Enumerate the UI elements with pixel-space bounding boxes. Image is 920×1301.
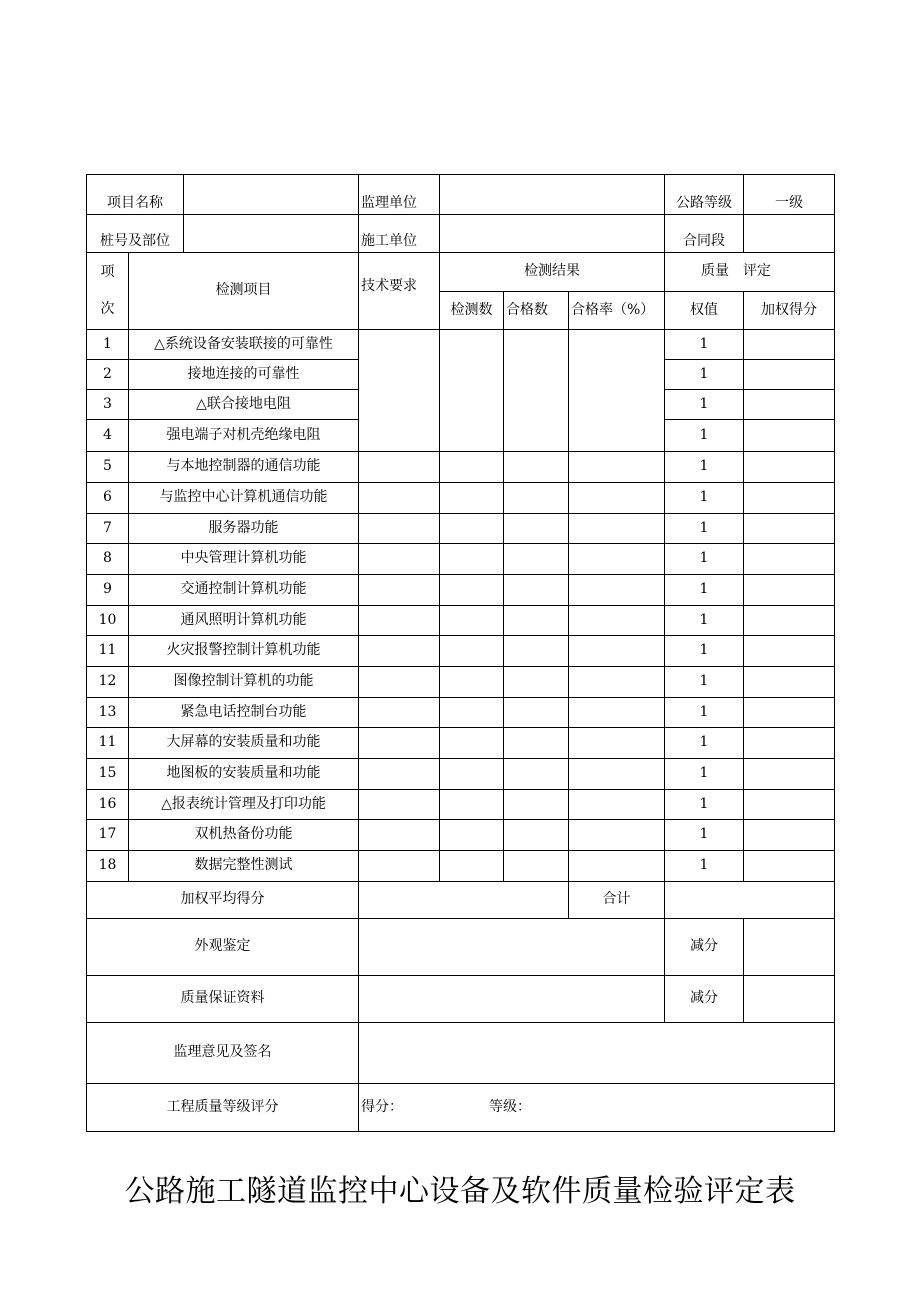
- rate-cell[interactable]: [569, 728, 665, 759]
- supervision-opinion-label: 监理意见及签名: [87, 1023, 359, 1084]
- row-number: 17: [87, 820, 129, 851]
- row-number: 18: [87, 851, 129, 882]
- rate-cell[interactable]: [569, 606, 665, 636]
- row-item: 双机热备份功能: [129, 820, 359, 851]
- count-cell[interactable]: [440, 759, 504, 790]
- row-weight: 1: [665, 698, 744, 728]
- row-number: 4: [87, 420, 129, 452]
- row-item: 大屏幕的安装质量和功能: [129, 728, 359, 759]
- row-number: 3: [87, 390, 129, 420]
- row-weight: 1: [665, 420, 744, 452]
- supervision-unit-field[interactable]: [440, 175, 665, 215]
- weighted-score-cell[interactable]: [744, 575, 835, 606]
- supervision-opinion-field[interactable]: [359, 1023, 835, 1084]
- evaluation-table: [86, 174, 835, 1132]
- rate-cell[interactable]: [569, 759, 665, 790]
- row-weight: 1: [665, 575, 744, 606]
- evaluation-form: [86, 174, 834, 1132]
- table-row: [87, 790, 835, 820]
- count-cell[interactable]: [440, 452, 504, 483]
- seq-header-top: 项: [100, 264, 115, 280]
- row-weight: 1: [665, 330, 744, 360]
- total-label: 合计: [569, 882, 665, 919]
- rate-cell[interactable]: [569, 636, 665, 667]
- weighted-score-cell[interactable]: [744, 390, 835, 420]
- row-number: 2: [87, 360, 129, 390]
- row-item: 接地连接的可靠性: [129, 360, 359, 390]
- weighted-score-cell[interactable]: [744, 790, 835, 820]
- supervision-unit-label: 监理单位: [359, 175, 440, 215]
- row-item: 紧急电话控制台功能: [129, 698, 359, 728]
- row-item: △系统设备安装联接的可靠性: [129, 330, 359, 360]
- weighted-score-cell[interactable]: [744, 360, 835, 390]
- row-weight: 1: [665, 636, 744, 667]
- row-weight: 1: [665, 606, 744, 636]
- weighted-score-cell[interactable]: [744, 820, 835, 851]
- weighted-score-cell[interactable]: [744, 728, 835, 759]
- qualified-cell[interactable]: [504, 820, 569, 851]
- grade-eval-field[interactable]: [359, 1084, 835, 1132]
- row-item: 图像控制计算机的功能: [129, 667, 359, 698]
- weighted-avg-label: 加权平均得分: [87, 882, 359, 919]
- tech-req-cell[interactable]: [359, 452, 440, 483]
- count-cell[interactable]: [440, 636, 504, 667]
- qualified-cell[interactable]: [504, 728, 569, 759]
- header-row-2: [87, 215, 835, 253]
- grade-label: 等级：: [489, 1098, 531, 1115]
- row-item: 地图板的安装质量和功能: [129, 759, 359, 790]
- row-number: 11: [87, 728, 129, 759]
- row-number: 10: [87, 606, 129, 636]
- row-item: 中央管理计算机功能: [129, 544, 359, 575]
- row-number: 12: [87, 667, 129, 698]
- weighted-score-cell[interactable]: [744, 698, 835, 728]
- rate-cell[interactable]: [569, 851, 665, 882]
- qualified-cell[interactable]: [504, 698, 569, 728]
- quality-header: 质量 评定: [665, 253, 835, 292]
- row-number: 13: [87, 698, 129, 728]
- qualified-cell[interactable]: [504, 452, 569, 483]
- table-row: [87, 606, 835, 636]
- rate-cell[interactable]: [569, 452, 665, 483]
- qualified-cell[interactable]: [504, 483, 569, 514]
- count-cell[interactable]: [440, 330, 504, 452]
- row-number: 6: [87, 483, 129, 514]
- table-row: [87, 514, 835, 544]
- row-item: △报表统计管理及打印功能: [129, 790, 359, 820]
- rate-cell[interactable]: [569, 790, 665, 820]
- station-field[interactable]: [184, 215, 359, 253]
- contract-section-label: 合同段: [665, 215, 744, 253]
- row-item: △联合接地电阻: [129, 390, 359, 420]
- appearance-row: [87, 919, 835, 976]
- row-item: 与监控中心计算机通信功能: [129, 483, 359, 514]
- table-row: [87, 667, 835, 698]
- row-number: 9: [87, 575, 129, 606]
- row-weight: 1: [665, 790, 744, 820]
- rate-cell[interactable]: [569, 514, 665, 544]
- row-number: 15: [87, 759, 129, 790]
- tech-req-cell[interactable]: [359, 790, 440, 820]
- table-row: [87, 575, 835, 606]
- tech-req-header: [359, 253, 440, 330]
- tech-req-cell[interactable]: [359, 575, 440, 606]
- weight-header: 权值: [665, 291, 744, 330]
- count-cell[interactable]: [440, 728, 504, 759]
- tech-req-cell[interactable]: [359, 483, 440, 514]
- tech-req-cell[interactable]: [359, 544, 440, 575]
- row-weight: 1: [665, 820, 744, 851]
- weighted-score-cell[interactable]: [744, 514, 835, 544]
- qualified-cell[interactable]: [504, 667, 569, 698]
- grade-eval-row: [87, 1084, 835, 1132]
- qualified-cell[interactable]: [504, 759, 569, 790]
- qualified-header: 合格数: [504, 291, 569, 330]
- qualified-cell[interactable]: [504, 575, 569, 606]
- row-number: 7: [87, 514, 129, 544]
- table-row: [87, 544, 835, 575]
- project-name-label: 项目名称: [87, 175, 184, 215]
- supervision-opinion-row: [87, 1023, 835, 1084]
- road-grade-value: 一级: [744, 175, 835, 215]
- tech-req-cell[interactable]: [359, 759, 440, 790]
- count-cell[interactable]: [440, 790, 504, 820]
- row-weight: 1: [665, 851, 744, 882]
- weighted-score-cell[interactable]: [744, 636, 835, 667]
- weighted-avg-field[interactable]: [359, 882, 569, 919]
- rate-cell[interactable]: [569, 667, 665, 698]
- table-row: [87, 851, 835, 882]
- table-row: [87, 330, 835, 360]
- count-cell[interactable]: [440, 820, 504, 851]
- station-label: 桩号及部位: [87, 215, 184, 253]
- row-weight: 1: [665, 390, 744, 420]
- row-number: 11: [87, 636, 129, 667]
- count-cell[interactable]: [440, 483, 504, 514]
- row-number: 5: [87, 452, 129, 483]
- row-weight: 1: [665, 544, 744, 575]
- table-row: [87, 452, 835, 483]
- project-name-field[interactable]: [184, 175, 359, 215]
- row-weight: 1: [665, 452, 744, 483]
- row-item: 服务器功能: [129, 514, 359, 544]
- deduction-field-docs[interactable]: [744, 976, 835, 1023]
- tech-req-cell[interactable]: [359, 667, 440, 698]
- appearance-label: 外观鉴定: [87, 919, 359, 976]
- row-item: 交通控制计算机功能: [129, 575, 359, 606]
- score-label: 得分：: [361, 1098, 403, 1115]
- weighted-score-cell[interactable]: [744, 483, 835, 514]
- rate-cell[interactable]: [569, 330, 665, 452]
- tech-req-cell[interactable]: [359, 728, 440, 759]
- rate-cell[interactable]: [569, 483, 665, 514]
- table-row: [87, 636, 835, 667]
- deduction-label-docs: 减分: [665, 976, 744, 1023]
- row-item: 通风照明计算机功能: [129, 606, 359, 636]
- quality-docs-label: 质量保证资料: [87, 976, 359, 1023]
- row-item: 数据完整性测试: [129, 851, 359, 882]
- count-cell[interactable]: [440, 698, 504, 728]
- weighted-score-header: 加权得分: [744, 291, 835, 330]
- qualified-cell[interactable]: [504, 636, 569, 667]
- tech-req-cell[interactable]: [359, 514, 440, 544]
- result-header: 检测结果: [440, 253, 665, 292]
- rate-cell[interactable]: [569, 820, 665, 851]
- tech-req-cell[interactable]: [359, 698, 440, 728]
- row-weight: 1: [665, 728, 744, 759]
- count-cell[interactable]: [440, 851, 504, 882]
- qualified-cell[interactable]: [504, 790, 569, 820]
- row-number: 1: [87, 330, 129, 360]
- count-cell[interactable]: [440, 514, 504, 544]
- page-title: 公路施工隧道监控中心设备及软件质量检验评定表: [124, 1174, 796, 1209]
- rate-cell[interactable]: [569, 544, 665, 575]
- construction-unit-field[interactable]: [440, 215, 665, 253]
- row-item: 强电端子对机壳绝缘电阻: [129, 420, 359, 452]
- weighted-score-cell[interactable]: [744, 667, 835, 698]
- weighted-avg-row: [87, 882, 835, 919]
- qualified-cell[interactable]: [504, 514, 569, 544]
- deduction-label-appearance: 减分: [665, 919, 744, 976]
- count-cell[interactable]: [440, 606, 504, 636]
- quality-docs-row: [87, 976, 835, 1023]
- table-row: [87, 728, 835, 759]
- rate-cell[interactable]: [569, 698, 665, 728]
- weighted-score-cell[interactable]: [744, 606, 835, 636]
- qualified-cell[interactable]: [504, 330, 569, 452]
- item-header: 检测项目: [129, 253, 359, 330]
- tech-req-cell[interactable]: [359, 851, 440, 882]
- qualified-cell[interactable]: [504, 851, 569, 882]
- quality-docs-field[interactable]: [359, 976, 665, 1023]
- seq-header: [87, 253, 129, 330]
- table-row: [87, 820, 835, 851]
- road-grade-label: 公路等级: [665, 175, 744, 215]
- count-cell[interactable]: [440, 667, 504, 698]
- tech-req-cell[interactable]: [359, 636, 440, 667]
- rate-cell[interactable]: [569, 575, 665, 606]
- header-row-1: [87, 175, 835, 215]
- weighted-score-cell[interactable]: [744, 420, 835, 452]
- row-weight: 1: [665, 360, 744, 390]
- row-weight: 1: [665, 514, 744, 544]
- qualified-cell[interactable]: [504, 606, 569, 636]
- weighted-score-cell[interactable]: [744, 452, 835, 483]
- table-row: [87, 759, 835, 790]
- contract-section-field[interactable]: [744, 215, 835, 253]
- count-cell[interactable]: [440, 544, 504, 575]
- count-header: 检测数: [440, 291, 504, 330]
- row-weight: 1: [665, 759, 744, 790]
- qualified-cell[interactable]: [504, 544, 569, 575]
- row-item: 火灾报警控制计算机功能: [129, 636, 359, 667]
- seq-header-bottom: 次: [100, 300, 115, 317]
- row-item: 与本地控制器的通信功能: [129, 452, 359, 483]
- tech-req-header-label: 技术要求: [361, 278, 417, 295]
- row-number: 8: [87, 544, 129, 575]
- weighted-score-cell[interactable]: [744, 544, 835, 575]
- construction-unit-label: 施工单位: [359, 215, 440, 253]
- rate-header: 合格率（%）: [569, 291, 665, 330]
- total-field[interactable]: [665, 882, 835, 919]
- deduction-field-appearance[interactable]: [744, 919, 835, 976]
- column-header-row-1: [87, 253, 835, 292]
- tech-req-cell[interactable]: [359, 606, 440, 636]
- weighted-score-cell[interactable]: [744, 330, 835, 360]
- appearance-field[interactable]: [359, 919, 665, 976]
- tech-req-cell[interactable]: [359, 330, 440, 452]
- count-cell[interactable]: [440, 575, 504, 606]
- row-weight: 1: [665, 483, 744, 514]
- weighted-score-cell[interactable]: [744, 851, 835, 882]
- row-weight: 1: [665, 667, 744, 698]
- tech-req-cell[interactable]: [359, 820, 440, 851]
- row-number: 16: [87, 790, 129, 820]
- weighted-score-cell[interactable]: [744, 759, 835, 790]
- table-row: [87, 483, 835, 514]
- grade-eval-label: 工程质量等级评分: [87, 1084, 359, 1132]
- table-row: [87, 698, 835, 728]
